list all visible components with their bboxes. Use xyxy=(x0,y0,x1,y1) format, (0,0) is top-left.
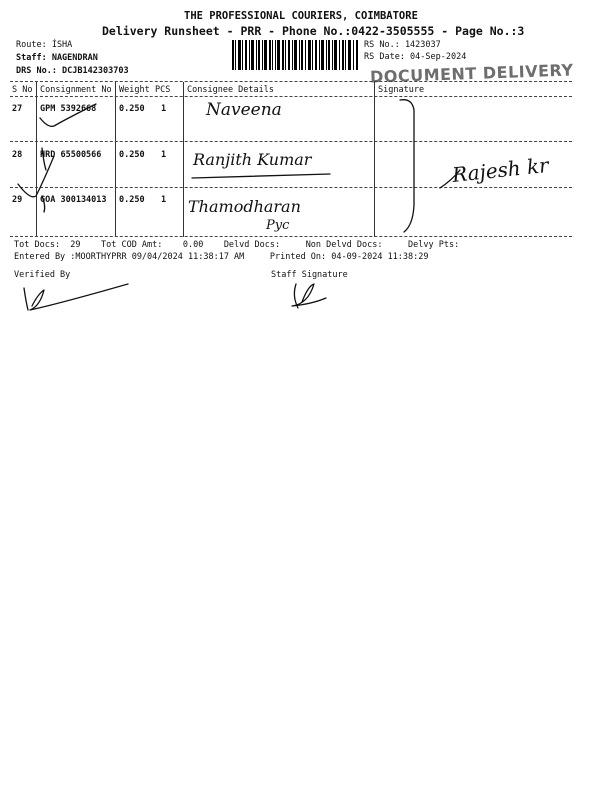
row-consignee-handwriting: Naveena xyxy=(206,100,282,120)
totals-line: Tot Docs: 29 Tot COD Amt: 0.00 Delvd Docs: Non Delvd Docs: Delvy Pts: xyxy=(14,240,460,250)
row-consignment: GOA 300134013 xyxy=(40,195,107,205)
row-weight: 0.250 xyxy=(119,104,145,114)
col-header-consignment: Consignment No xyxy=(40,85,112,95)
col-header-weight: Weight xyxy=(119,85,150,95)
row-sno: 28 xyxy=(12,150,23,160)
row-consignment: HRD 65500566 xyxy=(40,150,102,160)
drs-number: DRS No.: DCJB142303703 xyxy=(16,66,129,76)
recipient-signature: Rajesh kr xyxy=(451,153,550,187)
col-header-consignee: Consignee Details xyxy=(187,85,274,95)
runsheet-title: Delivery Runsheet - PRR - Phone No.:0422-3505555 - Page No.:3 xyxy=(102,24,525,38)
row-consignee-handwriting: Thamodharan xyxy=(188,197,301,216)
row-weight: 0.250 xyxy=(119,195,145,205)
col-header-pcs: PCS xyxy=(155,85,171,95)
verified-by-label: Verified By xyxy=(14,270,71,280)
row-weight: 0.250 xyxy=(119,150,145,160)
verified-by-signature xyxy=(18,280,138,320)
row-consignment: GPM 5392668 xyxy=(40,104,97,114)
company-name: THE PROFESSIONAL COURIERS, COIMBATORE xyxy=(184,10,418,22)
staff-label: Staff: NAGENDRAN xyxy=(16,53,98,63)
row-consignee-note: Pyc xyxy=(266,218,290,233)
rs-date: RS Date: 04-Sep-2024 xyxy=(364,52,467,62)
row-consignee-handwriting: Ranjith Kumar xyxy=(193,150,312,169)
staff-signature-label: Staff Signature xyxy=(271,270,348,280)
col-header-signature: Signature xyxy=(378,85,425,95)
route-label: Route: ÍSHA xyxy=(16,40,73,50)
row-sno: 27 xyxy=(12,104,23,114)
document-delivery-stamp: DOCUMENT DELIVERY xyxy=(369,60,574,87)
check-mark-ink xyxy=(0,0,600,260)
row-pcs: 1 xyxy=(161,150,167,160)
entered-by-line: Entered By :MOORTHYPRR 09/04/2024 11:38:17 AM Printed On: 04-09-2024 11:38:29 xyxy=(14,252,429,262)
rs-number: RS No.: 1423037 xyxy=(364,40,441,50)
staff-signature-mark xyxy=(282,276,342,316)
row-pcs: 1 xyxy=(161,104,167,114)
row-sno: 29 xyxy=(12,195,23,205)
col-header-sno: S No xyxy=(12,85,33,95)
row-pcs: 1 xyxy=(161,195,167,205)
